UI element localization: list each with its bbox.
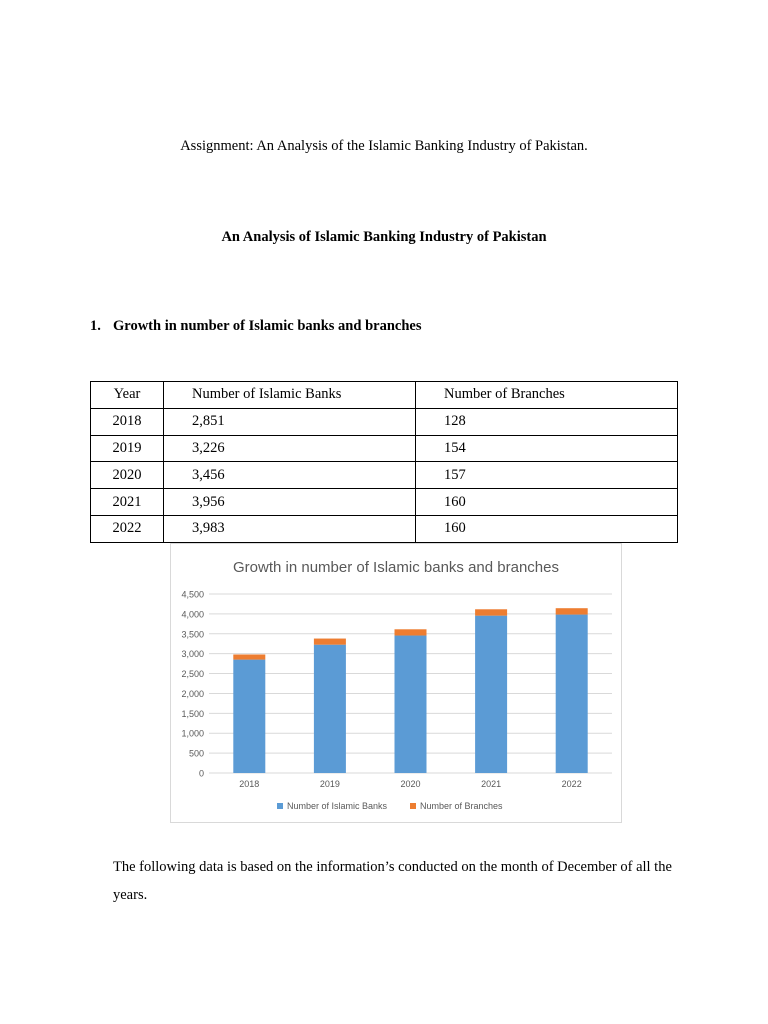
chart-svg: [171, 544, 621, 822]
table-row: [91, 435, 678, 462]
table-row: [91, 462, 678, 489]
legend-label: Number of Islamic Banks: [287, 801, 388, 811]
table-row: [91, 408, 678, 435]
y-tick-label: 3,000: [181, 649, 204, 660]
y-tick-label: 4,500: [181, 589, 204, 600]
x-tick-label: 2022: [561, 779, 582, 789]
table-header-row: [91, 382, 678, 409]
table-cell: 157: [416, 462, 678, 489]
bar-number-of-islamic-banks: [395, 636, 427, 773]
bar-number-of-branches: [556, 608, 588, 614]
table-cell: 3,983: [164, 515, 416, 542]
y-tick-label: 0: [198, 768, 204, 779]
y-tick-label: 4,000: [181, 609, 204, 620]
bar-number-of-branches: [475, 609, 507, 615]
table-cell: 3,226: [164, 435, 416, 462]
table-header-cell: Number of Branches: [416, 382, 678, 409]
chart: [170, 543, 622, 823]
table-row: [91, 515, 678, 542]
legend-label: Number of Branches: [420, 801, 503, 811]
bar-number-of-islamic-banks: [475, 616, 507, 773]
section-heading: [90, 318, 421, 335]
table-header-cell: Year: [91, 382, 164, 409]
legend-swatch: [277, 803, 283, 809]
y-tick-label: 2,000: [181, 688, 204, 699]
chart-title: Growth in number of Islamic banks and branches: [233, 559, 559, 576]
table-cell: 2,851: [164, 408, 416, 435]
x-tick-label: 2018: [239, 779, 260, 789]
body-paragraph: The following data is based on the information’s conducted on the month of December of all the years.: [113, 859, 672, 903]
data-table: [90, 381, 678, 543]
y-tick-label: 500: [188, 748, 204, 759]
section-heading-text: Growth in number of Islamic banks and branches: [113, 318, 422, 334]
bar-number-of-branches: [314, 639, 346, 645]
table-cell: 3,456: [164, 462, 416, 489]
assignment-title: Assignment: An Analysis of the Islamic Banking Industry of Pakistan.: [180, 138, 588, 154]
table-cell: 2021: [91, 489, 164, 516]
y-tick-label: 3,500: [181, 629, 204, 640]
table-cell: 2022: [91, 515, 164, 542]
y-tick-label: 2,500: [181, 669, 204, 680]
table-cell: 128: [416, 408, 678, 435]
table-cell: 160: [416, 515, 678, 542]
x-tick-label: 2019: [319, 779, 340, 789]
table-cell: 154: [416, 435, 678, 462]
main-title: An Analysis of Islamic Banking Industry of Pakistan: [221, 229, 547, 245]
table-cell: 160: [416, 489, 678, 516]
bar-number-of-branches: [233, 655, 265, 660]
table-header-cell: Number of Islamic Banks: [164, 382, 416, 409]
table-cell: 2018: [91, 408, 164, 435]
section-number: 1.: [90, 318, 101, 334]
y-tick-label: 1,000: [181, 728, 204, 739]
bar-number-of-branches: [395, 629, 427, 635]
y-tick-label: 1,500: [181, 708, 204, 719]
bar-number-of-islamic-banks: [556, 615, 588, 773]
x-tick-label: 2021: [481, 779, 502, 789]
legend-swatch: [410, 803, 416, 809]
table-cell: 3,956: [164, 489, 416, 516]
table-cell: 2019: [91, 435, 164, 462]
bar-number-of-islamic-banks: [314, 645, 346, 773]
x-tick-label: 2020: [400, 779, 421, 789]
table-cell: 2020: [91, 462, 164, 489]
bar-number-of-islamic-banks: [233, 660, 265, 773]
table-row: [91, 489, 678, 516]
